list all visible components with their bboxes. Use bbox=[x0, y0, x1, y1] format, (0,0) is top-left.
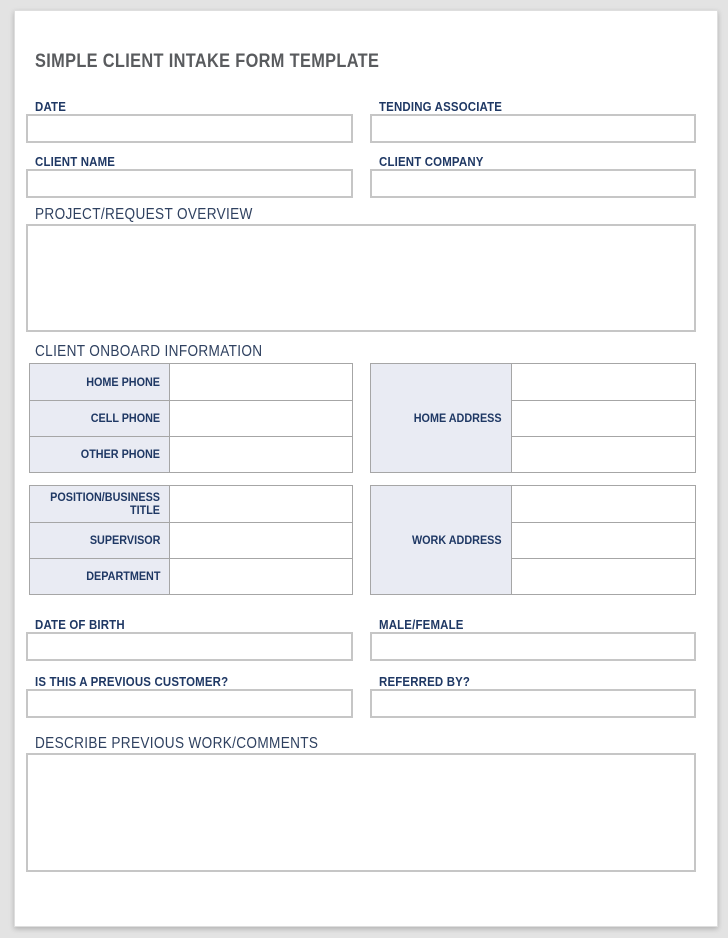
home-address-line-3[interactable] bbox=[512, 436, 696, 472]
work-address-line-1[interactable] bbox=[512, 486, 696, 522]
field-group-client-company bbox=[370, 155, 697, 198]
home-phone-value-cell[interactable] bbox=[170, 364, 352, 400]
field-row-date-associate bbox=[26, 100, 696, 143]
home-address-table bbox=[370, 363, 697, 473]
date-input[interactable] bbox=[26, 114, 353, 143]
onboard-tables-row-2 bbox=[26, 485, 696, 595]
project-overview-textarea[interactable] bbox=[26, 224, 696, 332]
supervisor-label-cell: SUPERVISOR bbox=[30, 522, 170, 558]
date-label: DATE bbox=[35, 99, 67, 114]
male-female-label: MALE/FEMALE bbox=[378, 617, 464, 632]
work-address-label-cell: WORK ADDRESS bbox=[371, 486, 512, 594]
field-row-previous-referred bbox=[26, 675, 696, 718]
work-address-line-2[interactable] bbox=[512, 522, 696, 558]
field-group-date-of-birth bbox=[26, 618, 353, 661]
client-company-label: CLIENT COMPANY bbox=[378, 154, 484, 169]
page-title: SIMPLE CLIENT INTAKE FORM TEMPLATE bbox=[35, 51, 380, 72]
field-group-tending-associate bbox=[370, 100, 697, 143]
previous-customer-label: IS THIS A PREVIOUS CUSTOMER? bbox=[35, 674, 229, 689]
field-group-date bbox=[26, 100, 353, 143]
previous-work-textarea[interactable] bbox=[26, 753, 696, 872]
other-phone-label-cell: OTHER PHONE bbox=[30, 436, 170, 472]
document-page bbox=[14, 10, 718, 927]
cell-phone-value-cell[interactable] bbox=[170, 400, 352, 436]
work-address-table bbox=[370, 485, 697, 595]
project-overview-label: PROJECT/REQUEST OVERVIEW bbox=[35, 206, 253, 223]
client-onboard-heading: CLIENT ONBOARD INFORMATION bbox=[35, 343, 263, 360]
field-group-client-name bbox=[26, 155, 353, 198]
other-phone-value-cell[interactable] bbox=[170, 436, 352, 472]
field-group-previous-customer bbox=[26, 675, 353, 718]
work-address-line-3[interactable] bbox=[512, 558, 696, 594]
referred-by-label: REFERRED BY? bbox=[378, 674, 470, 689]
client-company-input[interactable] bbox=[370, 169, 697, 198]
cell-phone-label-cell: CELL PHONE bbox=[30, 400, 170, 436]
phone-table bbox=[29, 363, 353, 473]
previous-work-label: DESCRIBE PREVIOUS WORK/COMMENTS bbox=[35, 735, 319, 752]
tending-associate-input[interactable] bbox=[370, 114, 697, 143]
field-row-birth-gender bbox=[26, 618, 696, 661]
position-table bbox=[29, 485, 353, 595]
date-of-birth-input[interactable] bbox=[26, 632, 353, 661]
date-of-birth-label: DATE OF BIRTH bbox=[35, 617, 125, 632]
home-address-line-1[interactable] bbox=[512, 364, 696, 400]
onboard-tables-row-1 bbox=[26, 363, 696, 473]
previous-customer-input[interactable] bbox=[26, 689, 353, 718]
client-name-input[interactable] bbox=[26, 169, 353, 198]
field-group-male-female bbox=[370, 618, 697, 661]
home-address-label-cell: HOME ADDRESS bbox=[371, 364, 512, 472]
home-phone-label-cell: HOME PHONE bbox=[30, 364, 170, 400]
department-label-cell: DEPARTMENT bbox=[30, 558, 170, 594]
field-row-name-company bbox=[26, 155, 696, 198]
supervisor-value-cell[interactable] bbox=[170, 522, 352, 558]
male-female-input[interactable] bbox=[370, 632, 697, 661]
referred-by-input[interactable] bbox=[370, 689, 697, 718]
position-title-label-cell: POSITION/BUSINESS TITLE bbox=[30, 486, 170, 522]
department-value-cell[interactable] bbox=[170, 558, 352, 594]
home-address-line-2[interactable] bbox=[512, 400, 696, 436]
tending-associate-label: TENDING ASSOCIATE bbox=[378, 99, 502, 114]
field-group-referred-by bbox=[370, 675, 697, 718]
position-title-value-cell[interactable] bbox=[170, 486, 352, 522]
client-name-label: CLIENT NAME bbox=[35, 154, 116, 169]
